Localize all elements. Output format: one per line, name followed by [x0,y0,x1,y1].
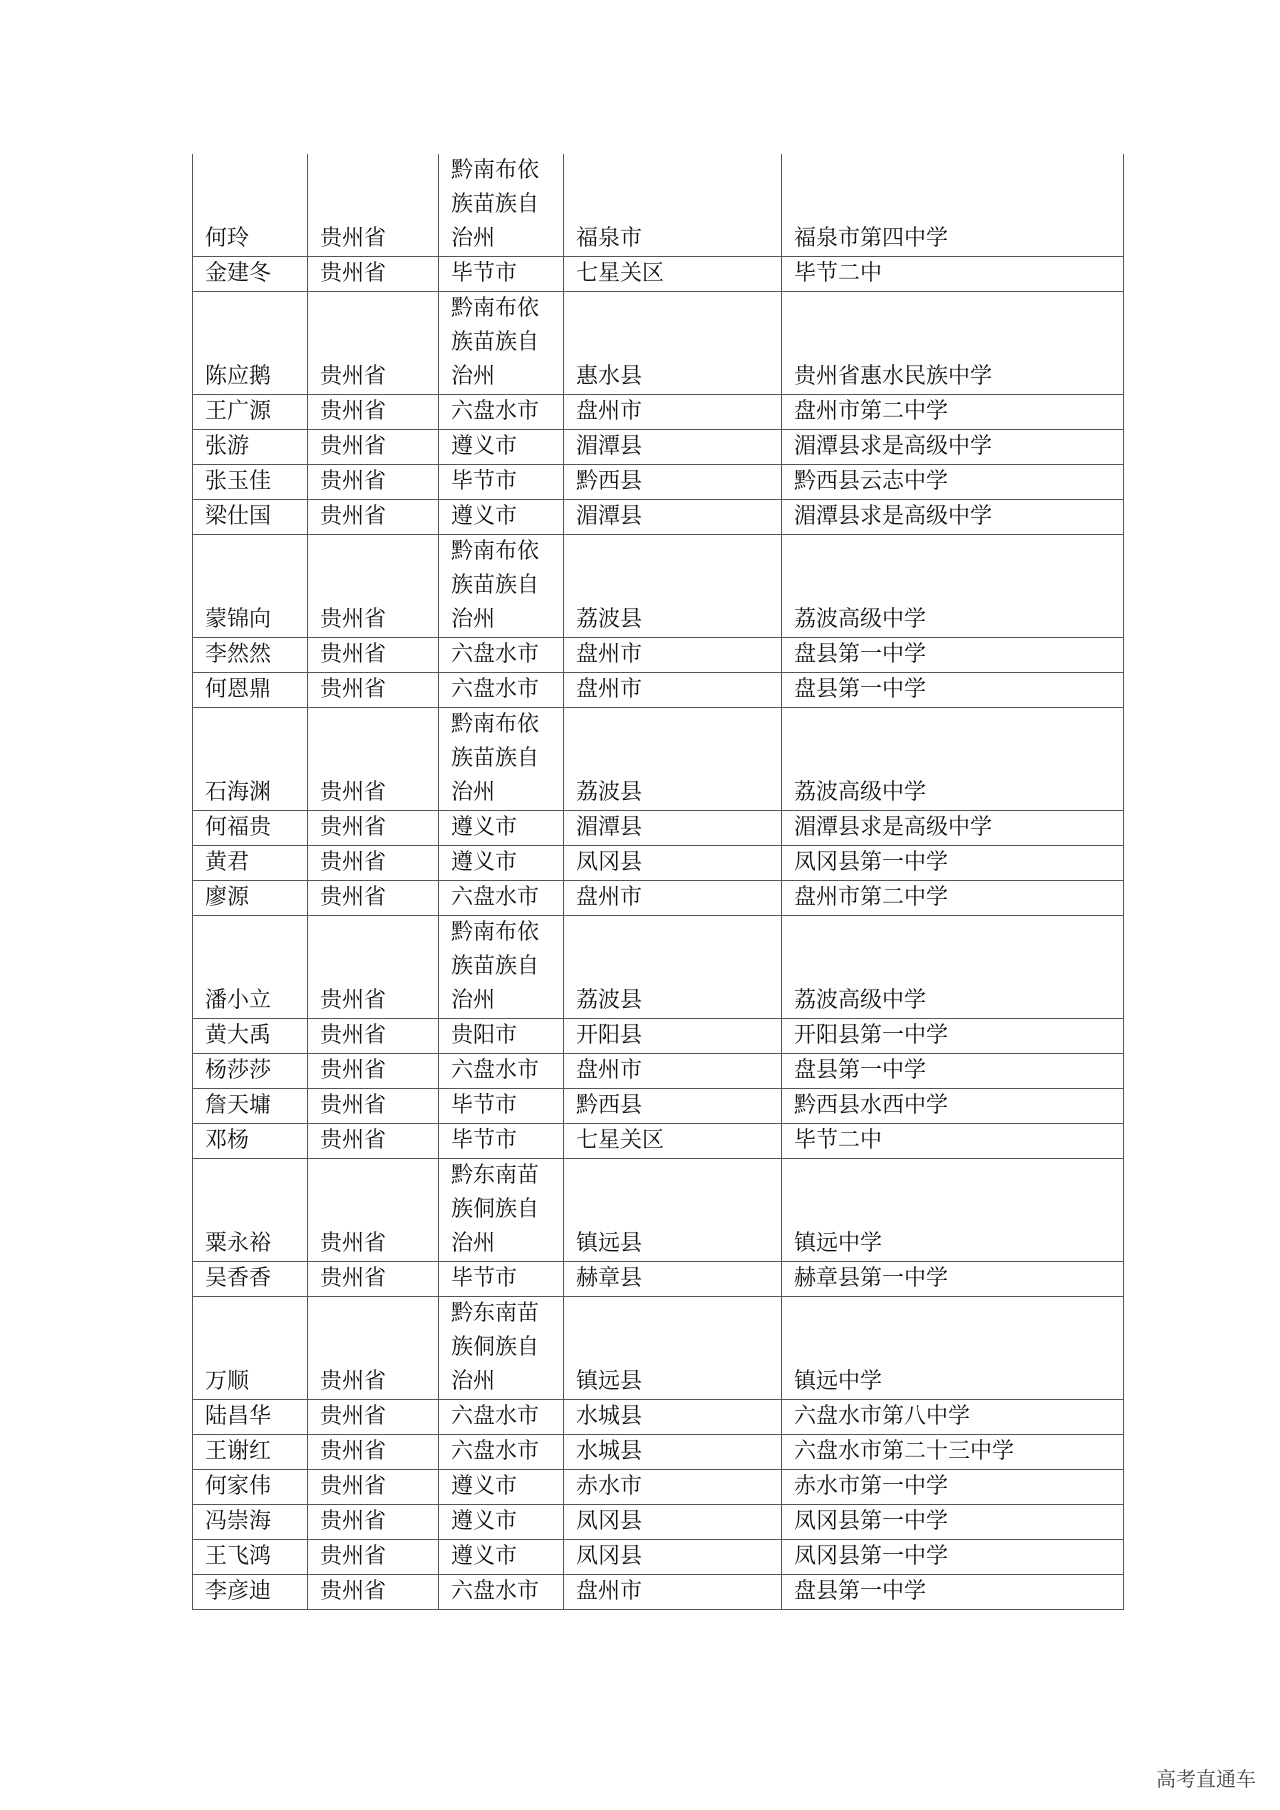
cell-county: 黔西县 [564,465,782,500]
prefecture-line: 黔南布依 [451,296,540,321]
prefecture-line: 族苗族自 [451,954,540,979]
cell-name: 石海渊 [193,708,308,811]
cell-county: 凤冈县 [564,846,782,881]
prefecture-line: 六盘水市 [451,642,540,667]
prefecture-line: 六盘水市 [451,1404,540,1429]
cell-school: 凤冈县第一中学 [782,1540,1124,1575]
cell-name: 陆昌华 [193,1400,308,1435]
cell-school: 盘县第一中学 [782,673,1124,708]
cell-county: 荔波县 [564,916,782,1019]
cell-province: 贵州省 [308,1540,439,1575]
cell-name: 陈应鹅 [193,292,308,395]
table-row [193,1089,1124,1124]
table-row [193,535,1124,638]
table-row [193,430,1124,465]
cell-school: 镇远中学 [782,1159,1124,1262]
cell-school: 凤冈县第一中学 [782,846,1124,881]
cell-name: 杨莎莎 [193,1054,308,1089]
prefecture-line: 治州 [451,607,496,632]
cell-province: 贵州省 [308,154,439,257]
cell-name: 何福贵 [193,811,308,846]
cell-prefecture [439,1435,564,1470]
cell-province: 贵州省 [308,430,439,465]
prefecture-line: 遵义市 [451,1509,518,1534]
cell-prefecture [439,430,564,465]
cell-name: 万顺 [193,1297,308,1400]
prefecture-line: 六盘水市 [451,677,540,702]
prefecture-line: 毕节市 [451,261,518,286]
cell-province: 贵州省 [308,535,439,638]
table-row [193,1540,1124,1575]
prefecture-line: 族苗族自 [451,746,540,771]
prefecture-line: 治州 [451,988,496,1013]
table-row [193,1297,1124,1400]
cell-prefecture [439,535,564,638]
prefecture-line: 六盘水市 [451,1579,540,1604]
cell-province: 贵州省 [308,292,439,395]
cell-name: 黄大禹 [193,1019,308,1054]
cell-school: 毕节二中 [782,257,1124,292]
table-row [193,465,1124,500]
cell-province: 贵州省 [308,1470,439,1505]
table-row [193,154,1124,257]
table-row [193,1435,1124,1470]
prefecture-line: 遵义市 [451,1544,518,1569]
prefecture-line: 六盘水市 [451,885,540,910]
cell-school: 盘县第一中学 [782,1575,1124,1610]
cell-school: 六盘水市第二十三中学 [782,1435,1124,1470]
table-row [193,1505,1124,1540]
table-row [193,881,1124,916]
prefecture-line: 黔南布依 [451,539,540,564]
prefecture-line: 治州 [451,364,496,389]
prefecture-line: 六盘水市 [451,399,540,424]
cell-province: 贵州省 [308,1435,439,1470]
prefecture-line: 毕节市 [451,1093,518,1118]
cell-name: 邓杨 [193,1124,308,1159]
cell-school: 盘县第一中学 [782,1054,1124,1089]
cell-school: 赤水市第一中学 [782,1470,1124,1505]
prefecture-line: 黔南布依 [451,712,540,737]
cell-province: 贵州省 [308,1019,439,1054]
prefecture-line: 族苗族自 [451,330,540,355]
cell-prefecture [439,1505,564,1540]
cell-province: 贵州省 [308,846,439,881]
cell-county: 凤冈县 [564,1505,782,1540]
cell-prefecture [439,846,564,881]
cell-name: 冯崇海 [193,1505,308,1540]
prefecture-line: 毕节市 [451,469,518,494]
cell-county: 惠水县 [564,292,782,395]
cell-county: 七星关区 [564,257,782,292]
prefecture-line: 族苗族自 [451,573,540,598]
prefecture-line: 治州 [451,1369,496,1394]
prefecture-line: 黔东南苗 [451,1163,540,1188]
cell-school: 福泉市第四中学 [782,154,1124,257]
cell-province: 贵州省 [308,1054,439,1089]
cell-county: 水城县 [564,1400,782,1435]
cell-county: 荔波县 [564,708,782,811]
cell-school: 荔波高级中学 [782,535,1124,638]
cell-county: 镇远县 [564,1159,782,1262]
cell-county: 七星关区 [564,1124,782,1159]
prefecture-line: 黔东南苗 [451,1301,540,1326]
cell-prefecture [439,154,564,257]
cell-county: 荔波县 [564,535,782,638]
cell-name: 黄君 [193,846,308,881]
cell-province: 贵州省 [308,881,439,916]
cell-prefecture [439,292,564,395]
table-row [193,1575,1124,1610]
cell-school: 赫章县第一中学 [782,1262,1124,1297]
cell-name: 张玉佳 [193,465,308,500]
cell-province: 贵州省 [308,1262,439,1297]
cell-name: 潘小立 [193,916,308,1019]
table-row [193,292,1124,395]
cell-prefecture [439,881,564,916]
cell-school: 六盘水市第八中学 [782,1400,1124,1435]
cell-prefecture [439,500,564,535]
prefecture-line: 黔南布依 [451,158,540,183]
cell-school: 黔西县水西中学 [782,1089,1124,1124]
cell-school: 湄潭县求是高级中学 [782,500,1124,535]
cell-province: 贵州省 [308,257,439,292]
cell-county: 湄潭县 [564,811,782,846]
cell-county: 盘州市 [564,673,782,708]
cell-school: 盘州市第二中学 [782,395,1124,430]
table-row [193,673,1124,708]
table-row [193,395,1124,430]
cell-school: 湄潭县求是高级中学 [782,811,1124,846]
cell-county: 开阳县 [564,1019,782,1054]
table-row [193,257,1124,292]
cell-province: 贵州省 [308,916,439,1019]
table-body [193,154,1124,1610]
cell-province: 贵州省 [308,1159,439,1262]
cell-county: 福泉市 [564,154,782,257]
cell-county: 盘州市 [564,881,782,916]
cell-prefecture [439,1089,564,1124]
cell-county: 镇远县 [564,1297,782,1400]
cell-county: 赤水市 [564,1470,782,1505]
prefecture-line: 遵义市 [451,504,518,529]
prefecture-line: 遵义市 [451,815,518,840]
cell-prefecture [439,1540,564,1575]
table-row [193,846,1124,881]
cell-county: 黔西县 [564,1089,782,1124]
cell-name: 蒙锦向 [193,535,308,638]
cell-name: 廖源 [193,881,308,916]
prefecture-line: 族侗族自 [451,1197,540,1222]
cell-name: 何家伟 [193,1470,308,1505]
cell-prefecture [439,1470,564,1505]
cell-county: 盘州市 [564,1054,782,1089]
cell-county: 盘州市 [564,395,782,430]
cell-school: 盘州市第二中学 [782,881,1124,916]
prefecture-line: 族侗族自 [451,1335,540,1360]
table-row [193,1124,1124,1159]
table-row [193,500,1124,535]
cell-province: 贵州省 [308,1297,439,1400]
cell-province: 贵州省 [308,395,439,430]
cell-name: 王谢红 [193,1435,308,1470]
cell-prefecture [439,1054,564,1089]
cell-county: 赫章县 [564,1262,782,1297]
cell-prefecture [439,257,564,292]
table-row [193,1159,1124,1262]
cell-prefecture [439,1159,564,1262]
cell-name: 何玲 [193,154,308,257]
cell-prefecture [439,708,564,811]
cell-county: 湄潭县 [564,430,782,465]
cell-name: 何恩鼎 [193,673,308,708]
table-row [193,916,1124,1019]
prefecture-line: 六盘水市 [451,1439,540,1464]
cell-name: 李彦迪 [193,1575,308,1610]
prefecture-line: 遵义市 [451,434,518,459]
prefecture-line: 治州 [451,780,496,805]
cell-province: 贵州省 [308,638,439,673]
cell-school: 荔波高级中学 [782,708,1124,811]
cell-school: 黔西县云志中学 [782,465,1124,500]
cell-school: 毕节二中 [782,1124,1124,1159]
student-table [192,154,1124,1610]
cell-county: 凤冈县 [564,1540,782,1575]
prefecture-line: 治州 [451,226,496,251]
prefecture-line: 毕节市 [451,1128,518,1153]
cell-county: 盘州市 [564,1575,782,1610]
cell-prefecture [439,1400,564,1435]
table-row [193,638,1124,673]
cell-province: 贵州省 [308,1400,439,1435]
cell-province: 贵州省 [308,500,439,535]
table-row [193,1054,1124,1089]
table-row [193,708,1124,811]
cell-county: 水城县 [564,1435,782,1470]
cell-province: 贵州省 [308,708,439,811]
prefecture-line: 治州 [451,1231,496,1256]
cell-name: 李然然 [193,638,308,673]
cell-province: 贵州省 [308,1089,439,1124]
prefecture-line: 黔南布依 [451,920,540,945]
cell-name: 詹天墉 [193,1089,308,1124]
cell-name: 王飞鸿 [193,1540,308,1575]
cell-county: 湄潭县 [564,500,782,535]
table-row [193,1470,1124,1505]
cell-province: 贵州省 [308,1505,439,1540]
prefecture-line: 六盘水市 [451,1058,540,1083]
cell-prefecture [439,811,564,846]
cell-school: 盘县第一中学 [782,638,1124,673]
cell-name: 吴香香 [193,1262,308,1297]
prefecture-line: 贵阳市 [451,1023,518,1048]
cell-school: 湄潭县求是高级中学 [782,430,1124,465]
prefecture-line: 族苗族自 [451,192,540,217]
cell-province: 贵州省 [308,811,439,846]
watermark-text: 高考直通车 [1156,1767,1256,1791]
cell-prefecture [439,1575,564,1610]
cell-name: 王广源 [193,395,308,430]
cell-name: 金建冬 [193,257,308,292]
cell-province: 贵州省 [308,465,439,500]
cell-prefecture [439,638,564,673]
cell-school: 镇远中学 [782,1297,1124,1400]
cell-prefecture [439,916,564,1019]
prefecture-line: 遵义市 [451,1474,518,1499]
cell-prefecture [439,395,564,430]
table-row [193,1400,1124,1435]
cell-province: 贵州省 [308,1124,439,1159]
cell-province: 贵州省 [308,1575,439,1610]
table-row [193,811,1124,846]
cell-prefecture [439,1297,564,1400]
cell-name: 梁仕国 [193,500,308,535]
cell-prefecture [439,1262,564,1297]
cell-prefecture [439,1124,564,1159]
cell-prefecture [439,465,564,500]
cell-prefecture [439,673,564,708]
cell-name: 粟永裕 [193,1159,308,1262]
table-row [193,1019,1124,1054]
cell-school: 凤冈县第一中学 [782,1505,1124,1540]
cell-school: 荔波高级中学 [782,916,1124,1019]
prefecture-line: 遵义市 [451,850,518,875]
prefecture-line: 毕节市 [451,1266,518,1291]
table-row [193,1262,1124,1297]
cell-school: 贵州省惠水民族中学 [782,292,1124,395]
cell-school: 开阳县第一中学 [782,1019,1124,1054]
cell-prefecture [439,1019,564,1054]
cell-county: 盘州市 [564,638,782,673]
cell-province: 贵州省 [308,673,439,708]
cell-name: 张游 [193,430,308,465]
